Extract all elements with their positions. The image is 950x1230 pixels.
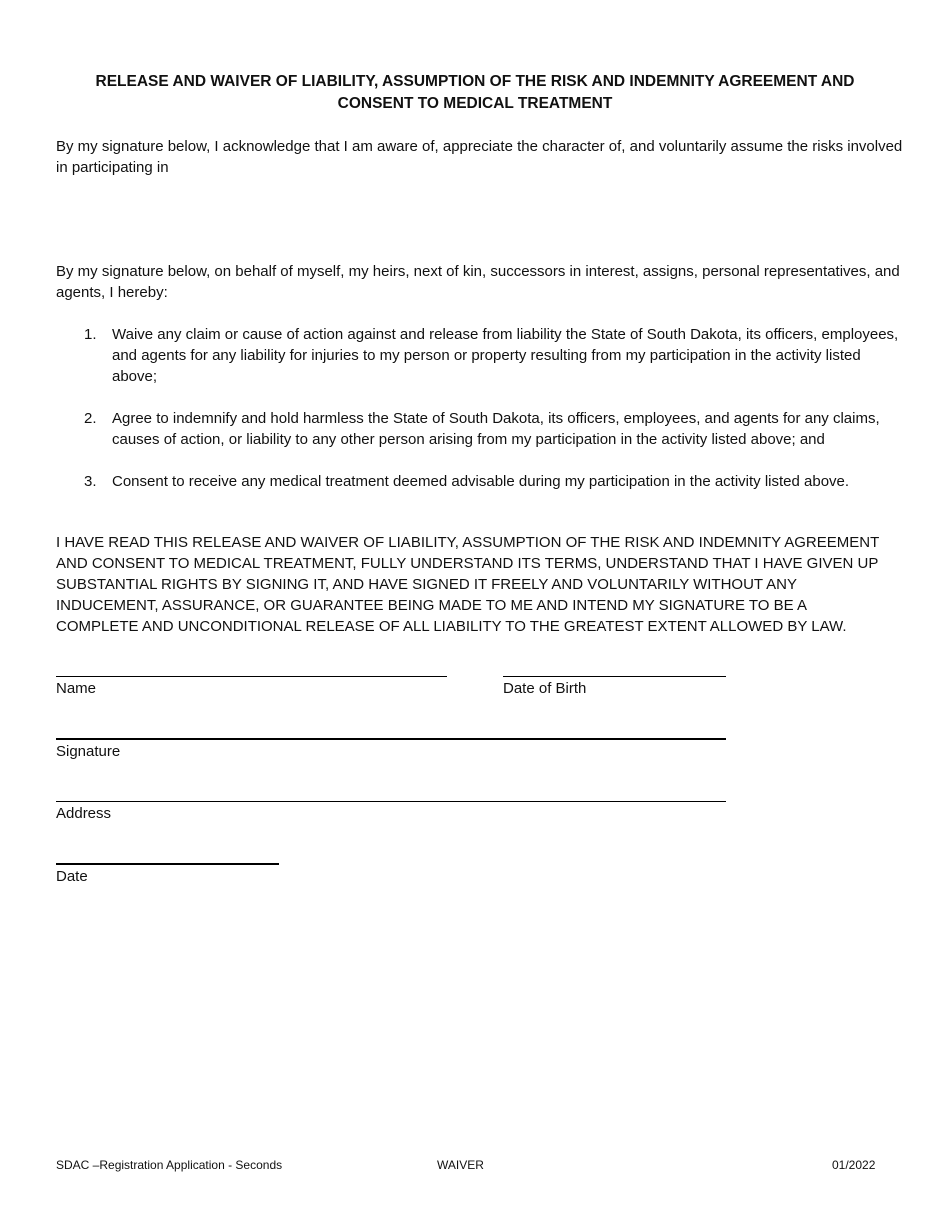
date-of-birth-label: Date of Birth <box>503 680 587 697</box>
footer-right: 01/2022 <box>832 1158 876 1172</box>
behalf-paragraph: By my signature below, on behalf of myself, my heirs, next of kin, successors in interest, assigns, personal representatives, and agents, I hereby: <box>56 263 900 301</box>
footer-center: WAIVER <box>437 1158 484 1172</box>
footer-left: SDAC –Registration Application - Seconds <box>56 1158 283 1172</box>
date-field-line[interactable] <box>56 863 279 865</box>
date-label: Date <box>56 868 88 885</box>
waiver-terms-list <box>56 324 906 513</box>
list-item <box>56 408 906 450</box>
address-field-line[interactable] <box>56 801 726 802</box>
acknowledgement-paragraph: I HAVE READ THIS RELEASE AND WAIVER OF LIABILITY, ASSUMPTION OF THE RISK AND INDEMNITY AGREEMENT AND CONSENT TO MEDICAL TREATMENT, FULLY UNDERSTAND ITS TERMS, UNDERSTAND THAT I HAVE GIVEN UP SUBSTANTIAL RIGHTS BY SIGNING IT, AND HAVE SIGNED IT FREELY AND VOLUNTARILY WITHOUT ANY INDUCEMENT, ASSURANCE, OR GUARANTEE BEING MADE TO ME AND INTEND MY SIGNATURE TO BE A COMPLETE AND UNCONDITIONAL RELEASE OF ALL LIABILITY TO THE GREATEST EXTENT ALLOWED BY LAW. <box>56 534 879 635</box>
signature-field-line[interactable] <box>56 738 726 740</box>
list-item <box>56 471 906 492</box>
date-of-birth-field-line[interactable] <box>503 676 726 677</box>
list-item-text: Waive any claim or cause of action against and release from liability the State of South Dakota, its officers, employees, and agents for any liability for injuries to my person or property resulting from my participation in the activity listed above; <box>112 326 899 385</box>
list-item-number: 3. <box>84 473 97 490</box>
intro-paragraph: By my signature below, I acknowledge that I am aware of, appreciate the character of, and voluntarily assume the risks involved in participating in <box>56 138 903 176</box>
list-item-text: Consent to receive any medical treatment deemed advisable during my participation in the activity listed above. <box>112 473 850 490</box>
document-title: RELEASE AND WAIVER OF LIABILITY, ASSUMPTION OF THE RISK AND INDEMNITY AGREEMENT AND CONSENT TO MEDICAL TREATMENT <box>95 73 855 112</box>
list-item-number: 1. <box>84 326 97 343</box>
name-label: Name <box>56 680 97 697</box>
list-item-text: Agree to indemnify and hold harmless the State of South Dakota, its officers, employees, and agents for any claims, causes of action, or liability to any other person arising from my participation in the activity listed above; and <box>112 410 880 448</box>
name-field-line[interactable] <box>56 676 447 677</box>
list-item <box>56 324 906 387</box>
list-item-number: 2. <box>84 410 97 427</box>
signature-label: Signature <box>56 743 121 760</box>
address-label: Address <box>56 805 112 822</box>
